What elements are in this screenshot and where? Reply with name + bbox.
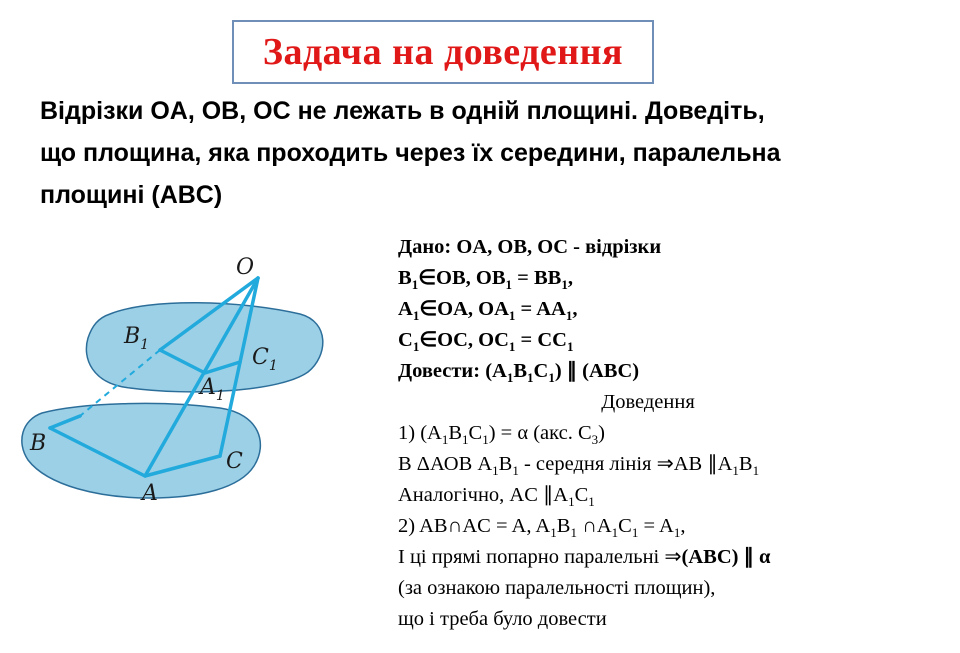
- slide-title: Задача на доведення: [262, 31, 624, 73]
- label-c1: $C_1$: [252, 345, 278, 374]
- geometry-figure: [10, 238, 390, 518]
- proof-conclusion: І ці прямі попарно паралельні ⇒(ABC) ∥ α: [398, 546, 771, 568]
- label-c: C: [226, 449, 243, 474]
- problem-statement: [40, 90, 920, 216]
- proof-step-1: 1) $(A_1B_1C_1) = \alpha$ (акс. $C_3$): [398, 422, 605, 448]
- label-a1: $A_1$: [200, 375, 225, 404]
- proof-similarly: Аналогічно, AC $\parallel A_1C_1$: [398, 484, 595, 510]
- statement-line-2: що площина, яка проходить через їх середини, паралельна: [40, 139, 781, 167]
- proof-block: [398, 232, 918, 635]
- given-a1-line: $A_1\in OA$, $OA_1 = AA_1$,: [398, 298, 578, 324]
- given-b1-line: $B_1\in OB$, $OB_1 = BB_1$,: [398, 267, 573, 293]
- statement-line-1: Відрізки OA, OB, OC не лежать в одній площині. Доведіть,: [40, 97, 765, 125]
- label-b: B: [30, 431, 47, 456]
- prove-line: Довести: $(A_1B_1C_1)$ ∥ (ABC): [398, 360, 640, 386]
- proof-heading: Доведення: [601, 391, 695, 413]
- given-line: Дано: OA, OB, OC - відрізки: [398, 236, 662, 258]
- label-b1: $B_1$: [124, 324, 150, 353]
- given-c1-line: $C_1\in OC$, $OC_1 = CC_1$: [398, 329, 574, 355]
- title-box: [232, 20, 654, 84]
- proof-qed: що і треба було довести: [398, 608, 607, 630]
- label-a: A: [142, 481, 158, 506]
- proof-reason: (за ознакою паралельності площин),: [398, 577, 716, 599]
- proof-midline: В ΔАОВ $А_1B_1$ - середня лінія ⇒AB $\parallel A_1B_1$: [398, 453, 760, 479]
- proof-step-2: 2) AB∩AC = A, $A_1B_1$ $\cap A_1C_1 = A_1$,: [398, 515, 686, 541]
- statement-line-3: площині (ABC): [40, 181, 223, 209]
- label-o: O: [236, 255, 255, 280]
